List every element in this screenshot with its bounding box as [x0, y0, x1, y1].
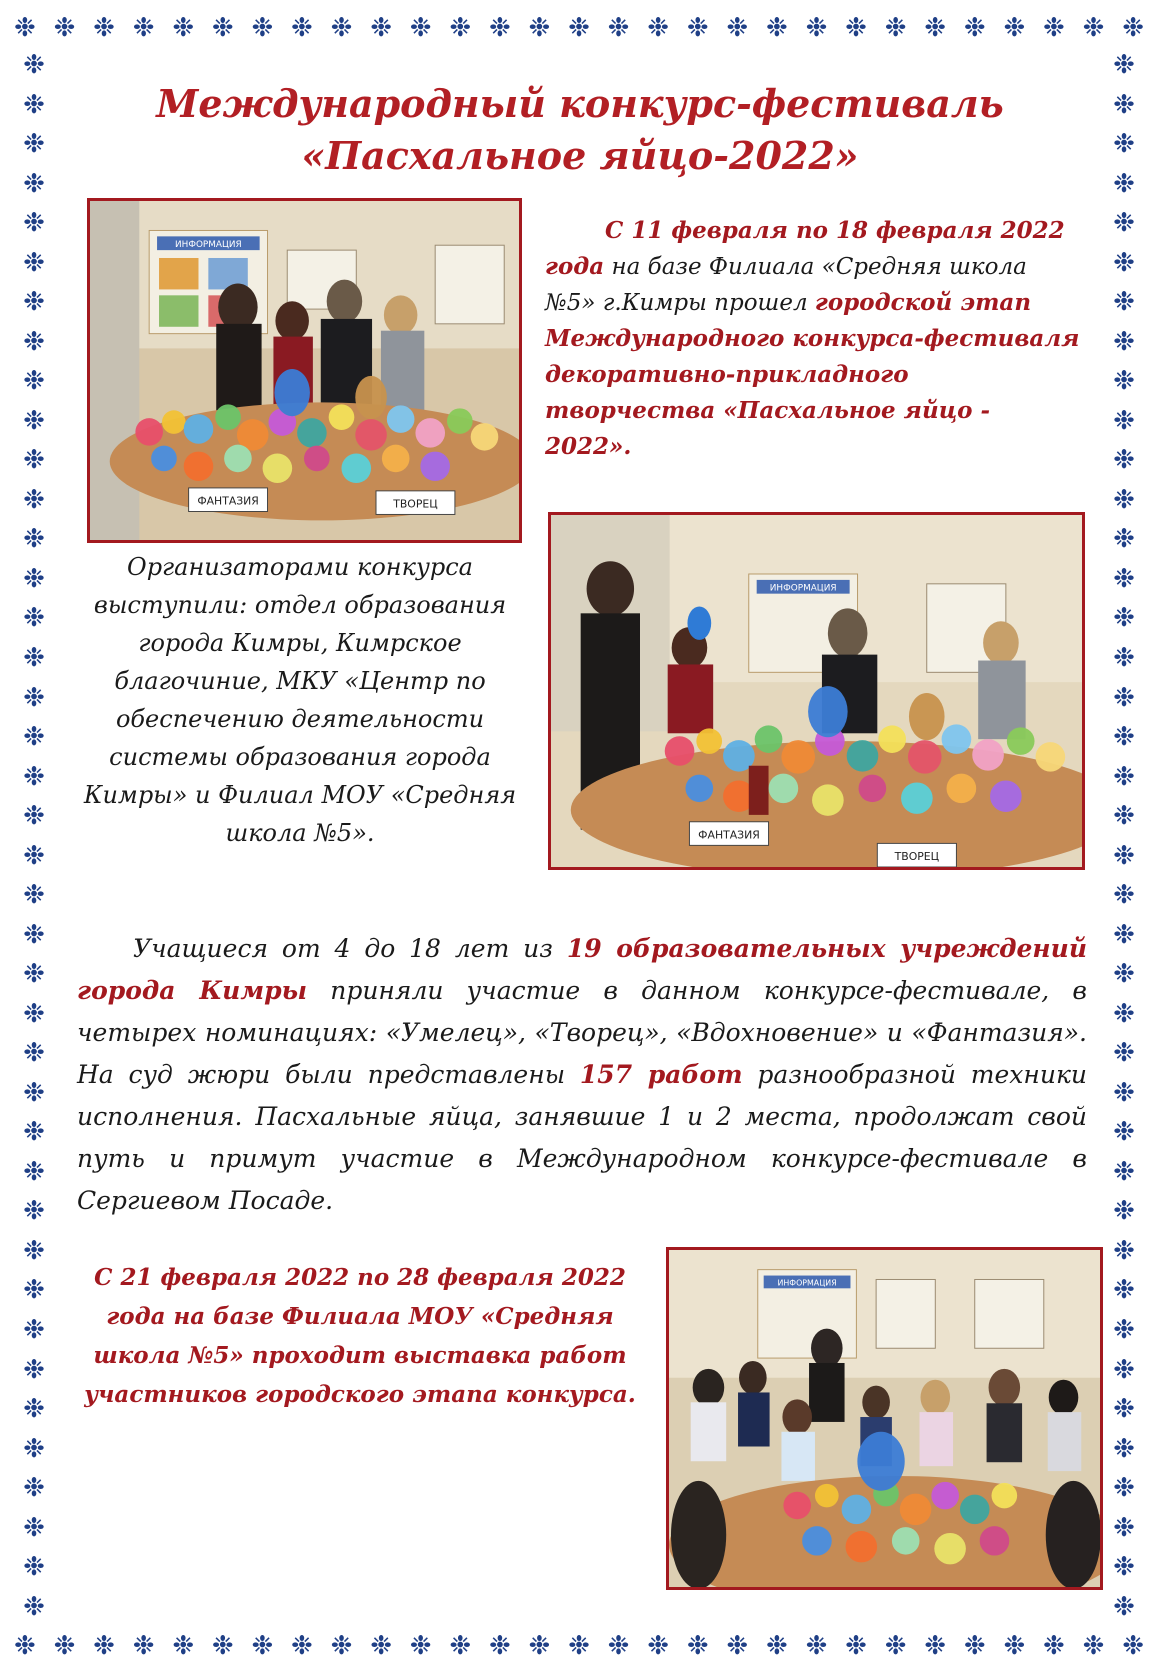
- snowflake-icon: ❉: [132, 1631, 155, 1661]
- sign-creator-2: ТВОРЕЦ: [894, 850, 940, 864]
- snowflake-icon: ❉: [211, 13, 234, 43]
- participants-paragraph: [77, 928, 1087, 1222]
- snowflake-icon: ❉: [1113, 484, 1135, 515]
- snowflake-icon: ❉: [172, 1631, 195, 1661]
- snowflake-icon: ❉: [1113, 405, 1135, 436]
- snowflake-icon: ❉: [23, 1038, 45, 1069]
- snowflake-icon: ❉: [23, 1235, 45, 1266]
- snowflake-icon: ❉: [1113, 1552, 1135, 1583]
- photo-organizers-egg: [548, 512, 1085, 870]
- snowflake-icon: ❉: [1113, 1196, 1135, 1227]
- snowflake-icon: ❉: [23, 1156, 45, 1187]
- snowflake-icon: ❉: [23, 722, 45, 753]
- snowflake-icon: ❉: [23, 89, 45, 120]
- snowflake-icon: ❉: [53, 13, 76, 43]
- snowflake-icon: ❉: [23, 50, 45, 80]
- snowflake-icon: ❉: [251, 1631, 274, 1661]
- page-title: [80, 78, 1080, 182]
- snowflake-icon: ❉: [23, 208, 45, 239]
- snowflake-icon: ❉: [23, 445, 45, 476]
- snowflake-icon: ❉: [1113, 642, 1135, 673]
- snowflake-icon: ❉: [1113, 129, 1135, 160]
- sign-info-3: ИНФОРМАЦИЯ: [777, 1278, 837, 1288]
- snowflake-icon: ❉: [1113, 1591, 1135, 1622]
- snowflake-icon: ❉: [14, 1631, 36, 1661]
- sign-info-2: ИНФОРМАЦИЯ: [769, 583, 837, 594]
- snowflake-icon: ❉: [963, 1631, 986, 1661]
- snowflake-icon: ❉: [1113, 1315, 1135, 1345]
- snowflake-icon: ❉: [23, 1394, 45, 1425]
- snowflake-icon: ❉: [23, 642, 45, 673]
- snowflake-icon: ❉: [23, 998, 45, 1029]
- border-right: [1104, 52, 1144, 1620]
- snowflake-icon: ❉: [132, 13, 155, 43]
- snowflake-icon: ❉: [1113, 1354, 1135, 1385]
- snowflake-icon: ❉: [449, 1631, 472, 1661]
- border-left: [14, 52, 54, 1620]
- snowflake-icon: ❉: [23, 603, 45, 634]
- snowflake-icon: ❉: [23, 919, 45, 950]
- snowflake-icon: ❉: [23, 326, 45, 357]
- snowflake-icon: ❉: [23, 129, 45, 160]
- exhibition-paragraph: С 21 февраля 2022 по 28 февраля 2022 года на базе Филиала МОУ «Средняя школа №5» проходит выставка работ участников городского этапа конкурса.: [84, 1264, 636, 1408]
- snowflake-icon: ❉: [488, 1631, 511, 1661]
- snowflake-icon: ❉: [1082, 1631, 1105, 1661]
- snowflake-icon: ❉: [845, 13, 867, 43]
- sign-info-1: ИНФОРМАЦИЯ: [175, 240, 242, 251]
- snowflake-icon: ❉: [1113, 247, 1135, 278]
- snowflake-icon: ❉: [1113, 168, 1135, 199]
- snowflake-icon: ❉: [330, 1631, 353, 1661]
- snowflake-icon: ❉: [1082, 13, 1105, 43]
- snowflake-icon: ❉: [884, 13, 907, 43]
- snowflake-icon: ❉: [1113, 919, 1135, 950]
- snowflake-icon: ❉: [1113, 1394, 1135, 1425]
- snowflake-icon: ❉: [1113, 445, 1135, 476]
- snowflake-icon: ❉: [23, 524, 45, 555]
- event-dates-paragraph: [545, 213, 1083, 465]
- snowflake-icon: ❉: [1113, 801, 1135, 832]
- snowflake-icon: ❉: [805, 1631, 828, 1661]
- snowflake-icon: ❉: [528, 13, 551, 43]
- snowflake-icon: ❉: [1113, 998, 1135, 1029]
- snowflake-icon: ❉: [1113, 1433, 1135, 1464]
- snowflake-icon: ❉: [23, 1591, 45, 1622]
- snowflake-icon: ❉: [1113, 326, 1135, 357]
- schools-count: 19 образовательных учреждений города Кимры: [77, 934, 1088, 1005]
- snowflake-icon: ❉: [23, 880, 45, 911]
- snowflake-icon: ❉: [924, 1631, 947, 1661]
- snowflake-icon: ❉: [528, 1631, 551, 1661]
- snowflake-icon: ❉: [1113, 1275, 1135, 1306]
- snowflake-icon: ❉: [647, 1631, 670, 1661]
- snowflake-icon: ❉: [93, 13, 115, 43]
- snowflake-icon: ❉: [1113, 1038, 1135, 1069]
- snowflake-icon: ❉: [1113, 50, 1135, 80]
- snowflake-icon: ❉: [23, 1473, 45, 1504]
- snowflake-icon: ❉: [647, 13, 670, 43]
- snowflake-icon: ❉: [765, 1631, 788, 1661]
- snowflake-icon: ❉: [1113, 1473, 1135, 1504]
- snowflake-icon: ❉: [23, 563, 45, 594]
- snowflake-icon: ❉: [1113, 761, 1135, 792]
- snowflake-icon: ❉: [488, 13, 511, 43]
- border-top: [14, 8, 1144, 48]
- snowflake-icon: ❉: [845, 1631, 867, 1661]
- snowflake-icon: ❉: [884, 1631, 907, 1661]
- snowflake-icon: ❉: [1113, 366, 1135, 397]
- snowflake-icon: ❉: [23, 1552, 45, 1583]
- snowflake-icon: ❉: [1122, 13, 1144, 43]
- organizers-paragraph: Организаторами конкурса выступили: отдел образования города Кимры, Кимрское благочиние, МКУ «Центр по обеспечению деятельности системы образования города Кимры» и Филиал МОУ «Средняя школа №5».: [83, 553, 517, 847]
- snowflake-icon: ❉: [924, 13, 947, 43]
- snowflake-icon: ❉: [726, 1631, 749, 1661]
- snowflake-icon: ❉: [23, 1275, 45, 1306]
- photo-organizers-egg-image: [551, 515, 1082, 867]
- title-line-2: «Пасхальное яйцо-2022»: [301, 133, 859, 178]
- snowflake-icon: ❉: [607, 13, 630, 43]
- snowflake-icon: ❉: [1003, 1631, 1026, 1661]
- snowflake-icon: ❉: [23, 247, 45, 278]
- sign-fantasy-1: ФАНТАЗИЯ: [197, 494, 259, 508]
- snowflake-icon: ❉: [23, 840, 45, 871]
- snowflake-icon: ❉: [409, 1631, 432, 1661]
- snowflake-icon: ❉: [963, 13, 986, 43]
- snowflake-icon: ❉: [409, 13, 432, 43]
- snowflake-icon: ❉: [1113, 287, 1135, 318]
- photo-children-exhibition-image: [669, 1250, 1100, 1587]
- snowflake-icon: ❉: [805, 13, 828, 43]
- snowflake-icon: ❉: [172, 13, 195, 43]
- snowflake-icon: ❉: [23, 1077, 45, 1108]
- snowflake-icon: ❉: [1113, 563, 1135, 594]
- snowflake-icon: ❉: [1113, 89, 1135, 120]
- snowflake-icon: ❉: [1113, 1117, 1135, 1148]
- snowflake-icon: ❉: [1113, 682, 1135, 713]
- snowflake-icon: ❉: [568, 13, 590, 43]
- photo-organizers-table: [87, 198, 522, 543]
- snowflake-icon: ❉: [23, 801, 45, 832]
- snowflake-icon: ❉: [765, 13, 788, 43]
- snowflake-icon: ❉: [1043, 13, 1065, 43]
- snowflake-icon: ❉: [1122, 1631, 1144, 1661]
- title-line-1: Международный конкурс-фестиваль: [156, 81, 1004, 126]
- snowflake-icon: ❉: [449, 13, 472, 43]
- snowflake-icon: ❉: [1113, 1156, 1135, 1187]
- snowflake-icon: ❉: [14, 13, 36, 43]
- snowflake-icon: ❉: [1113, 208, 1135, 239]
- snowflake-icon: ❉: [726, 13, 749, 43]
- snowflake-icon: ❉: [23, 168, 45, 199]
- snowflake-icon: ❉: [93, 1631, 115, 1661]
- snowflake-icon: ❉: [1113, 880, 1135, 911]
- photo-children-exhibition: [666, 1247, 1103, 1590]
- participants-text-1: Учащиеся от 4 до 18 лет из: [133, 934, 567, 963]
- snowflake-icon: ❉: [23, 682, 45, 713]
- snowflake-icon: ❉: [1113, 840, 1135, 871]
- sign-fantasy-2: ФАНТАЗИЯ: [698, 828, 760, 842]
- snowflake-icon: ❉: [23, 1354, 45, 1385]
- snowflake-icon: ❉: [1003, 13, 1026, 43]
- snowflake-icon: ❉: [23, 761, 45, 792]
- snowflake-icon: ❉: [1113, 524, 1135, 555]
- snowflake-icon: ❉: [1043, 1631, 1065, 1661]
- snowflake-icon: ❉: [686, 1631, 709, 1661]
- snowflake-icon: ❉: [23, 1512, 45, 1543]
- sign-creator-1: ТВОРЕЦ: [393, 497, 438, 511]
- snowflake-icon: ❉: [23, 287, 45, 318]
- snowflake-icon: ❉: [23, 366, 45, 397]
- snowflake-icon: ❉: [1113, 603, 1135, 634]
- snowflake-icon: ❉: [607, 1631, 630, 1661]
- snowflake-icon: ❉: [23, 1117, 45, 1148]
- photo-organizers-table-image: [90, 201, 519, 540]
- snowflake-icon: ❉: [53, 1631, 76, 1661]
- snowflake-icon: ❉: [370, 13, 392, 43]
- snowflake-icon: ❉: [23, 1196, 45, 1227]
- snowflake-icon: ❉: [23, 1315, 45, 1345]
- event-dates: С 11 февраля по 18 февраля 2022 года: [545, 217, 1065, 280]
- snowflake-icon: ❉: [1113, 1235, 1135, 1266]
- snowflake-icon: ❉: [23, 405, 45, 436]
- snowflake-icon: ❉: [211, 1631, 234, 1661]
- snowflake-icon: ❉: [1113, 959, 1135, 990]
- participants-text-3: разнообразной техники исполнения. Пасхальные яйца, занявшие 1 и 2 места, продолжат свой путь и примут участие в Международном конкурсе-фестивале в Сергиевом Посаде.: [77, 1060, 1087, 1215]
- snowflake-icon: ❉: [23, 484, 45, 515]
- snowflake-icon: ❉: [1113, 1077, 1135, 1108]
- snowflake-icon: ❉: [330, 13, 353, 43]
- works-count: 157 работ: [579, 1060, 743, 1089]
- snowflake-icon: ❉: [686, 13, 709, 43]
- snowflake-icon: ❉: [370, 1631, 392, 1661]
- city-stage-text: городской этап Международного конкурса-фестиваля декоративно-прикладного творчества «Пасхальное яйцо - 2022».: [545, 289, 1080, 460]
- snowflake-icon: ❉: [251, 13, 274, 43]
- snowflake-icon: ❉: [568, 1631, 590, 1661]
- snowflake-icon: ❉: [1113, 1512, 1135, 1543]
- snowflake-icon: ❉: [291, 1631, 313, 1661]
- participants-text-2: приняли участие в данном конкурсе-фестивале, в четырех номинациях: «Умелец», «Творец», «Вдохновение» и «Фантазия». На суд жюри были представлены: [77, 976, 1087, 1089]
- snowflake-icon: ❉: [1113, 722, 1135, 753]
- snowflake-icon: ❉: [23, 1433, 45, 1464]
- snowflake-icon: ❉: [291, 13, 313, 43]
- event-location-text: на базе Филиала «Средняя школа №5» г.Кимры прошел: [545, 254, 1027, 316]
- border-bottom: [14, 1626, 1144, 1666]
- snowflake-icon: ❉: [23, 959, 45, 990]
